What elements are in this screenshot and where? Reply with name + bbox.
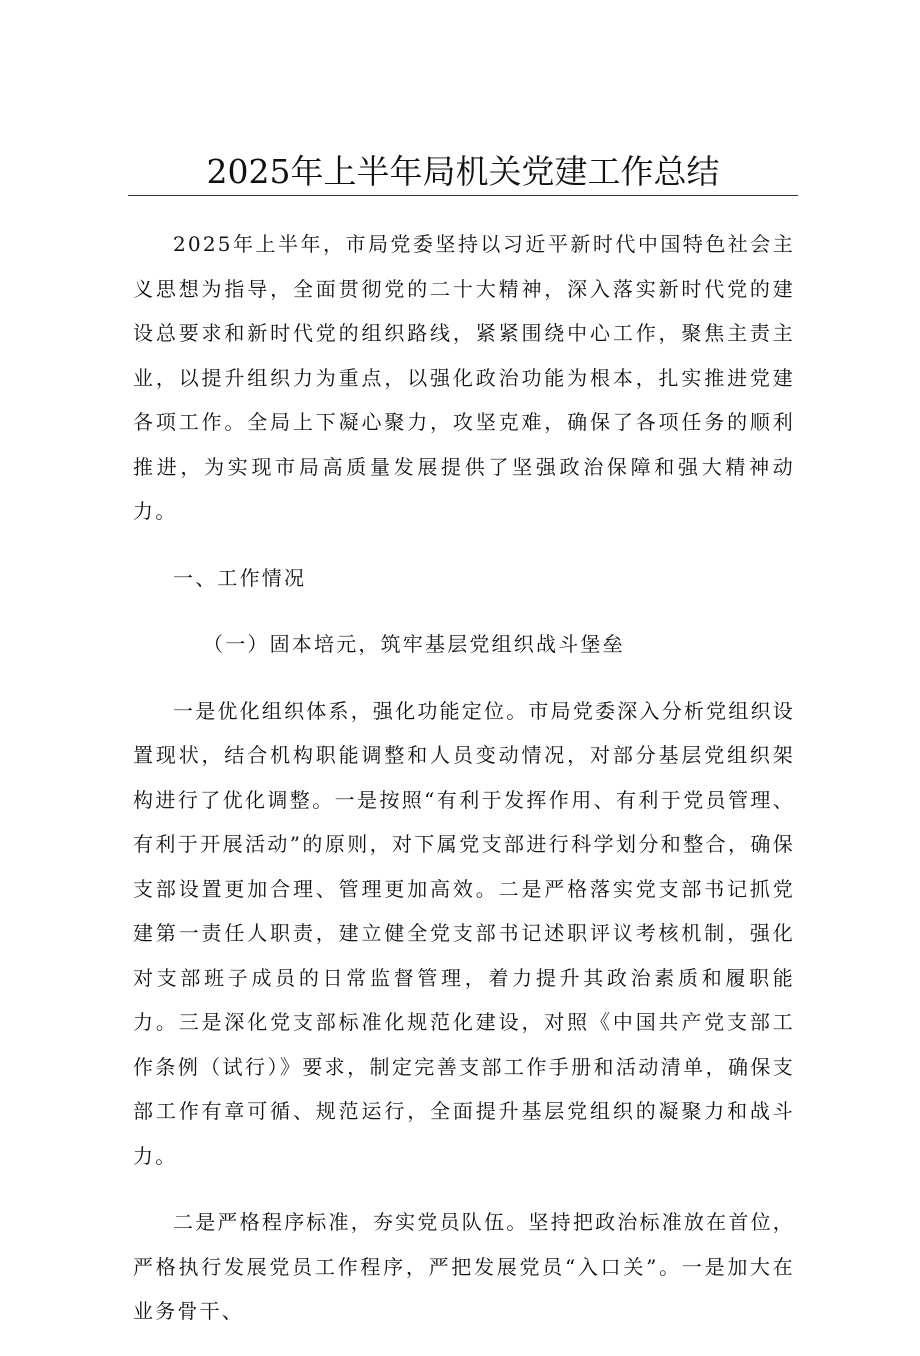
- document-title: 2025年上半年局机关党建工作总结: [206, 152, 720, 191]
- intro-paragraph: 2025年上半年，市局党委坚持以习近平新时代中国特色社会主义思想为指导，全面贯彻党的二十大精神，深入落实新时代党的建设总要求和新时代党的组织路线，紧紧围绕中心工作，聚焦主责主业，以提升组织力为重点，以强化政治功能为根本，扎实推进党建各项工作。全局上下凝心聚力，攻坚克难，确保了各项任务的顺利推进，为实现市局高质量发展提供了坚强政治保障和强大精神动力。: [133, 232, 795, 523]
- document-body: [133, 222, 795, 1356]
- subsection-heading: （一）固本培元，筑牢基层党组织战斗堡垒: [203, 632, 625, 656]
- section-heading: 一、工作情况: [173, 565, 307, 590]
- title-underline: [128, 195, 798, 196]
- body-paragraph: 一是优化组织体系，强化功能定位。市局党委深入分析党组织设置现状，结合机构职能调整和人员变动情况，对部分基层党组织架构进行了优化调整。一是按照“有利于发挥作用、有利于党员管理、有利于开展活动”的原则，对下属党支部进行科学划分和整合，确保支部设置更加合理、管理更加高效。二是严格落实党支部书记抓党建第一责任人职责，建立健全党支部书记述职评议考核机制，强化对支部班子成员的日常监督管理，着力提升其政治素质和履职能力。三是深化党支部标准化规范化建设，对照《中国共产党支部工作条例（试行）》要求，制定完善支部工作手册和活动清单，确保支部工作有章可循、规范运行，全面提升基层党组织的凝聚力和战斗力。: [133, 698, 795, 1168]
- body-paragraph: 二是严格程序标准，夯实党员队伍。坚持把政治标准放在首位，严格执行发展党员工作程序，严把发展党员“入口关”。一是加大在业务骨干、: [133, 1210, 795, 1323]
